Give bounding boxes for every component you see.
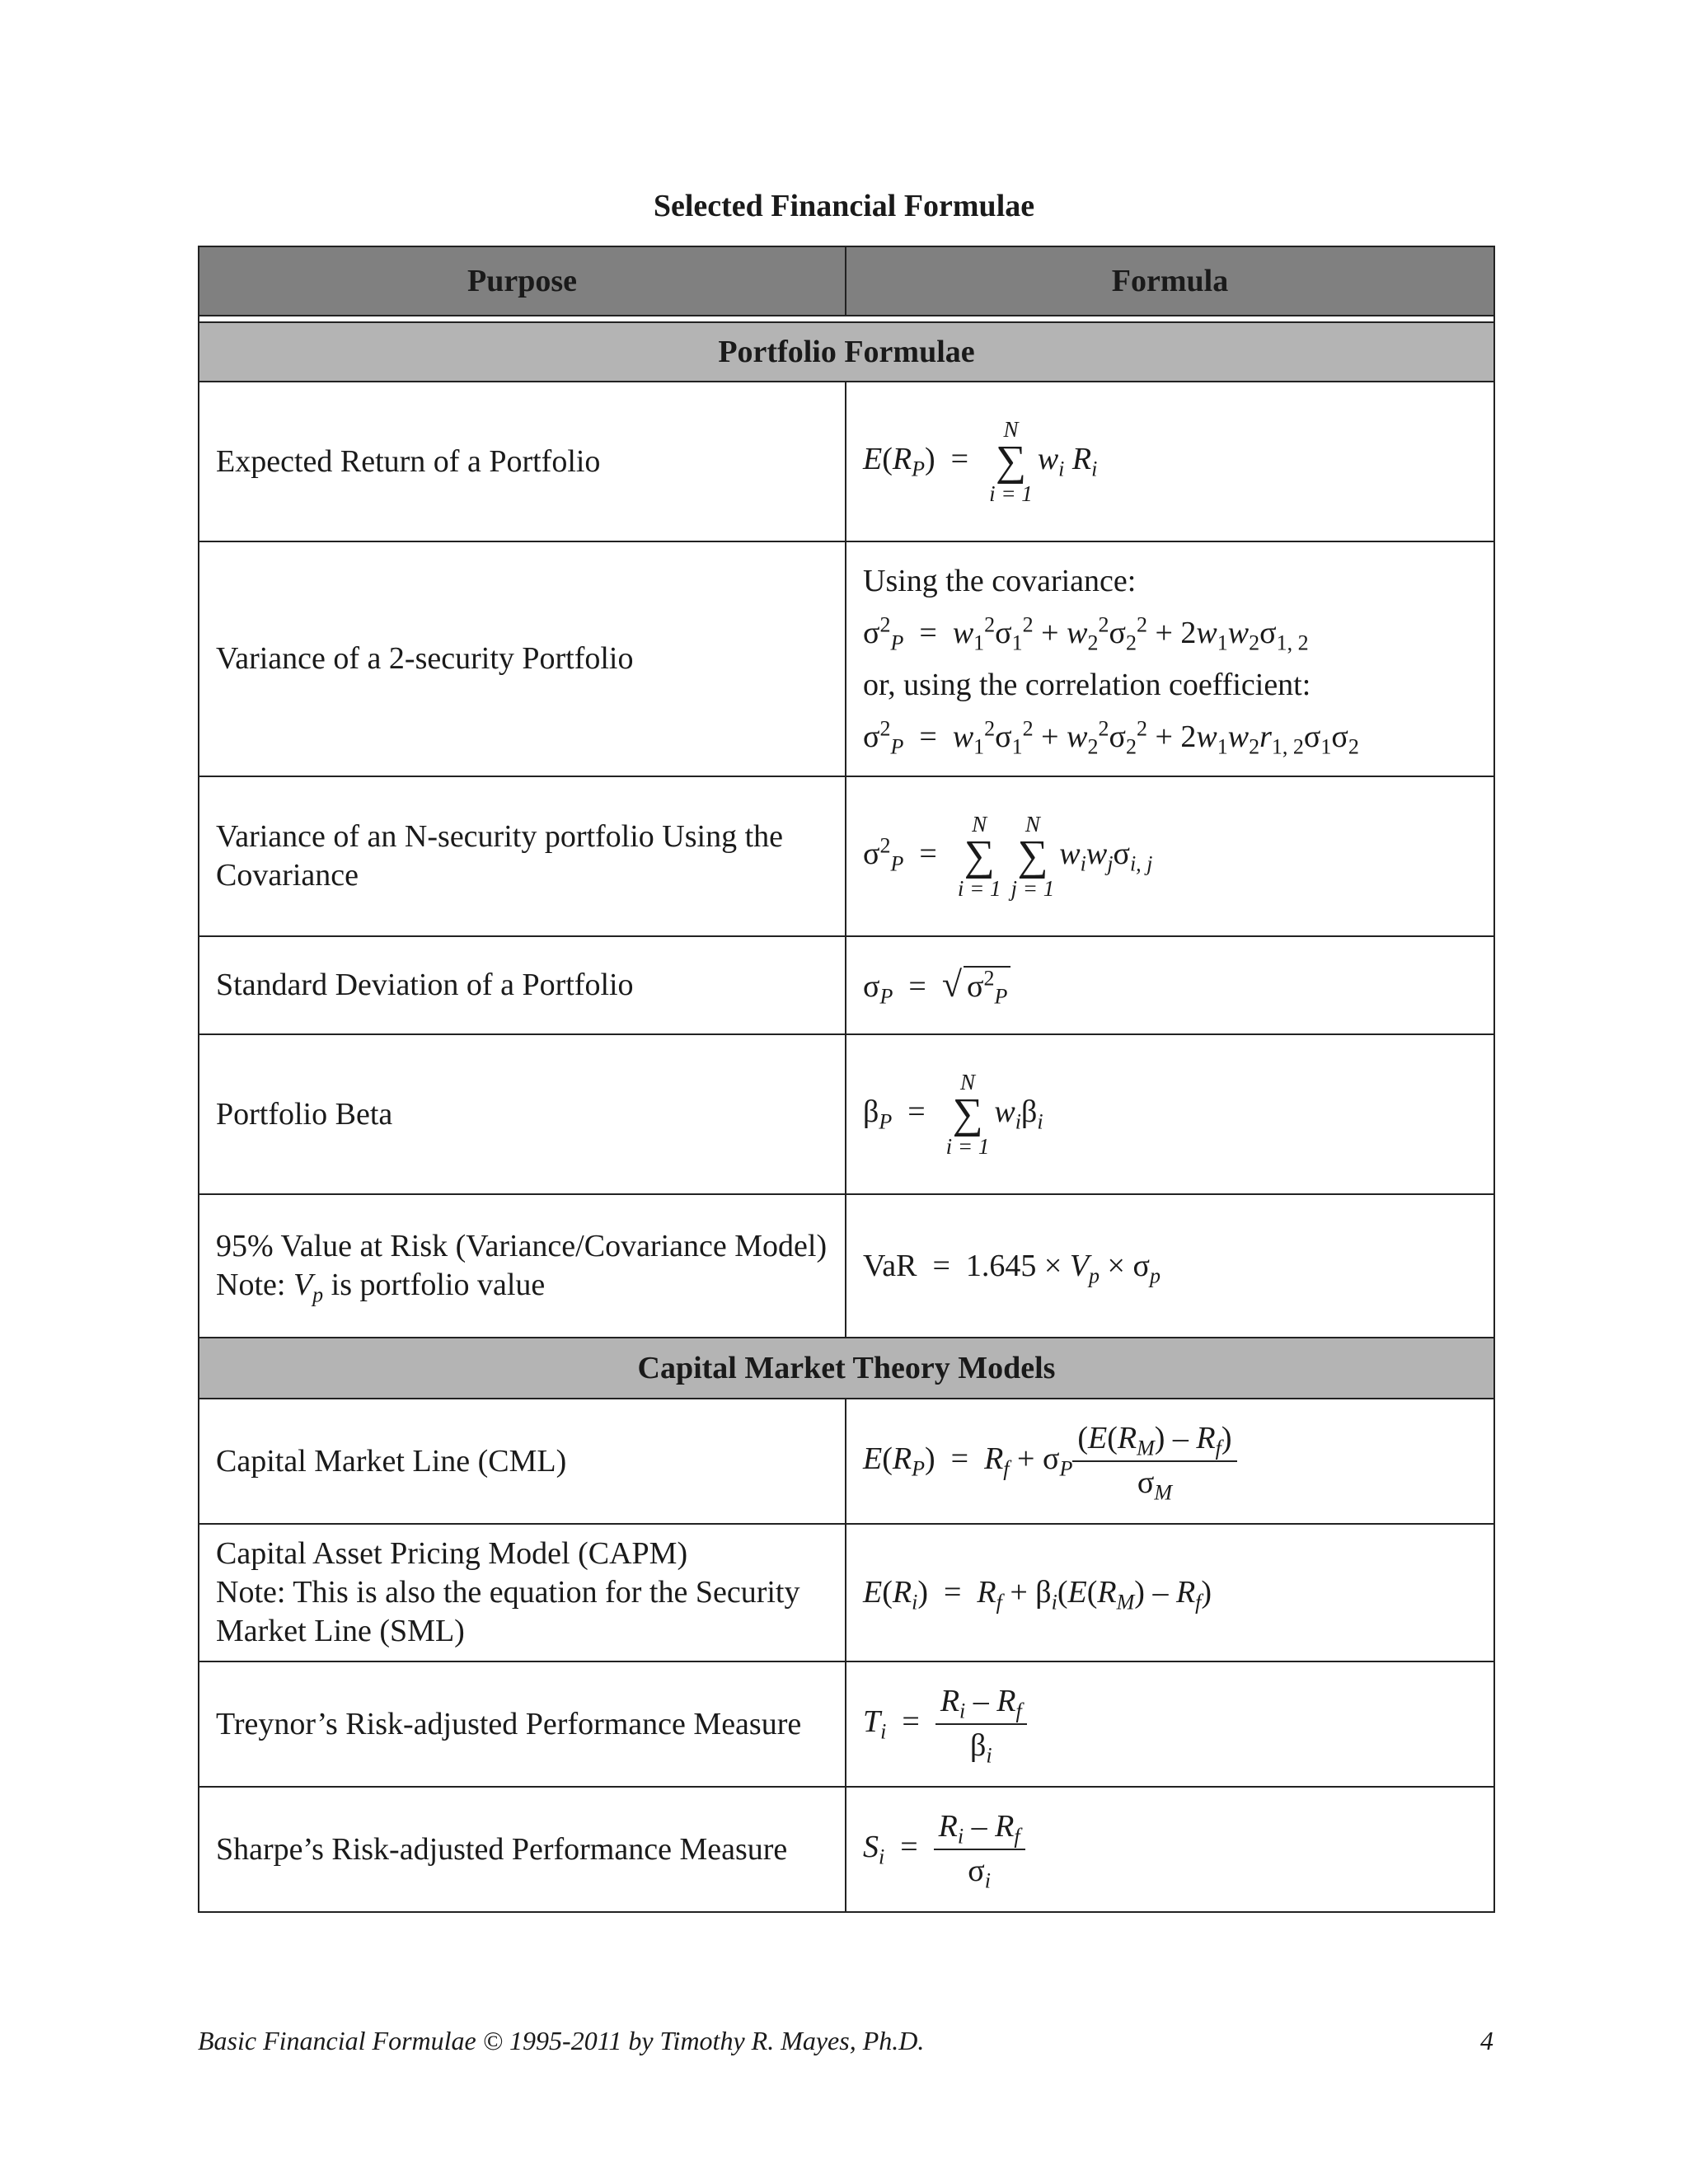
formula-variance-n: $\sigma^2_P$ = N ∑ i = 1 N ∑ j = 1 $w_iw_j\sigma_{i, j}$: [846, 776, 1494, 936]
var-title: 95% Value at Risk (Variance/Covariance Model): [216, 1229, 828, 1263]
section-portfolio-formulae: Portfolio Formulae: [199, 322, 1494, 382]
header-formula: Formula: [846, 246, 1494, 316]
purpose-variance-n: Variance of an N-security portfolio Using the Covariance: [199, 776, 846, 936]
variance-corr-label: or, using the correlation coefficient:: [863, 667, 1311, 702]
purpose-std-dev: Standard Deviation of a Portfolio: [199, 936, 846, 1034]
table-row: [199, 1399, 1494, 1524]
table-row: [199, 1524, 1494, 1661]
footer-copyright: Basic Financial Formulae © 1995-2011 by Timothy R. Mayes, Ph.D.: [198, 2026, 925, 2055]
formula-cml: $E(R_P) = R_f + \sigma_P$ $\frac{(E(R_M) - R_f)}{\sigma_M}$: [846, 1399, 1494, 1524]
table-row: [199, 1194, 1494, 1338]
table-row: [199, 776, 1494, 936]
formula-sharpe: $S_i$ = $\frac{R_i - R_f}{\sigma_i}$: [846, 1787, 1494, 1912]
table-row: [199, 541, 1494, 776]
var-note-prefix: Note:: [216, 1268, 286, 1302]
table-row: [199, 1787, 1494, 1912]
formula-var: VaR = $1.645 \times V_p \times \sigma_p$: [846, 1194, 1494, 1338]
formula-variance-2: Using the covariance: $\sigma^2_P = w_1^2\sigma_1^2 + w_2^2\sigma_2^2 + 2w_1w_2\sigma_{1, 2}$ or, using the correlation coefficient: $\sigma^2_P = w_1^2\sigma_1^2 + w_2^2\sigma_2^2 + 2w_1w_2r_{1, 2}\sigma_1\sigma_2$: [846, 541, 1494, 776]
formula-treynor: $T_i$ = $\frac{R_i - R_f}{\beta_i}$: [846, 1661, 1494, 1787]
table-row: [199, 936, 1494, 1034]
table-row: [199, 382, 1494, 541]
header-purpose: Purpose: [199, 246, 846, 316]
formulae-table: [198, 246, 1495, 1913]
purpose-capm: [199, 1524, 846, 1661]
table-row: [199, 1661, 1494, 1787]
purpose-var: 95% Value at Risk (Variance/Covariance Model) Note: $V_p$ is portfolio value: [199, 1194, 846, 1338]
variance-cov-label: Using the covariance:: [863, 563, 1137, 598]
var-multiplier: 1.645: [965, 1248, 1037, 1283]
purpose-sharpe: Sharpe’s Risk-adjusted Performance Measure: [199, 1787, 846, 1912]
var-note-suffix: is portfolio value: [331, 1268, 546, 1302]
formula-expected-return: $E(R_P)$ = N ∑ i = 1 $w_i$ $R_i$: [846, 382, 1494, 541]
var-label: VaR: [863, 1248, 917, 1283]
purpose-beta: Portfolio Beta: [199, 1034, 846, 1194]
formula-std-dev: $\sigma_P$ = √ $\sigma^2_P$: [846, 936, 1494, 1034]
page-number: 4: [1480, 2026, 1493, 2055]
formula-capm: $E(R_i) = R_f + \beta_i(E(R_M) - R_f)$: [846, 1524, 1494, 1661]
purpose-variance-2: Variance of a 2-security Portfolio: [199, 541, 846, 776]
table-row: [199, 1034, 1494, 1194]
section-capital-market-theory: Capital Market Theory Models: [199, 1338, 1494, 1399]
formula-beta: $\beta_P$ = N ∑ i = 1 $w_i\beta_i$: [846, 1034, 1494, 1194]
page-title: Selected Financial Formulae: [653, 189, 1035, 223]
capm-note: Note: This is also the equation for the Security Market Line (SML): [216, 1575, 800, 1648]
purpose-expected-return: Expected Return of a Portfolio: [199, 382, 846, 541]
capm-title: Capital Asset Pricing Model (CAPM): [216, 1536, 688, 1571]
purpose-cml: Capital Market Line (CML): [199, 1399, 846, 1524]
purpose-treynor: Treynor’s Risk-adjusted Performance Measure: [199, 1661, 846, 1787]
